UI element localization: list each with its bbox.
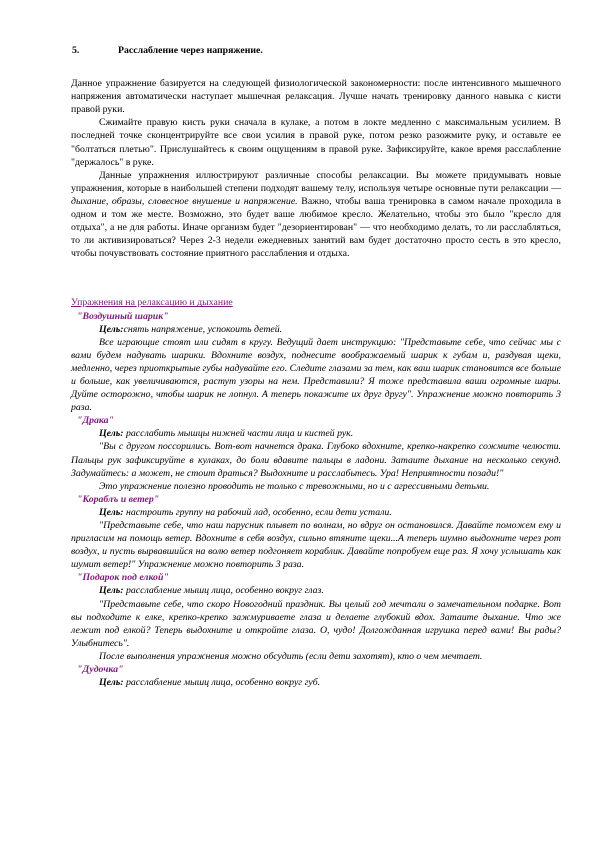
goal-text: снять напряжение, успокоить детей.: [123, 323, 283, 335]
exercise-text: "Вы с другом поссорились. Вот-вот начнется драка. Глубоко вдохните, крепко-накрепко сожмите челюсти. Пальцы рук зафиксируйте в кулаках, до боли вдавите пальцы в ладони. Затаите дыхание на несколько секунд. Задумайтесь: а может, не стоит драться? Выдохните и расслабьтесь. Ура! Неприятности позади!": [71, 441, 561, 479]
goal-label: Цель:: [99, 428, 124, 440]
intro-block: [71, 77, 561, 260]
section-number: 5.: [72, 45, 80, 56]
goal-text: настроить группу на рабочий лад, особенно, если дети устали.: [125, 506, 392, 518]
intro-paragraph-3: [71, 169, 561, 261]
exercise-balloon: [71, 310, 561, 415]
exercise-title: "Дудочка": [77, 664, 124, 676]
intro-paragraph-2: Сжимайте правую кисть руки сначала в кулаке, а потом в локте медленно с максимальным усилием. В последней точке сконцентрируйте все свои усилия в правой руке, потом резко разожмите руку, и оставьте ее "болтаться плетью". Прислушайтесь к своим ощущениям в правой руке. Зафиксируйте, какое время расслабление "держалось" в руке.: [71, 117, 561, 168]
section-heading: [72, 44, 561, 57]
exercise-title: "Драка": [77, 415, 114, 427]
exercise-note: После выполнения упражнения можно обсудить (если дети захотят), кто о чем мечтает.: [99, 650, 483, 662]
exercise-goal: [71, 676, 561, 689]
goal-label: Цель:: [99, 323, 124, 335]
exercise-title: "Кораблъ и ветер": [77, 493, 160, 505]
exercise-ship-and-wind: [71, 493, 561, 572]
exercise-fight: [71, 414, 561, 493]
goal-label: Цель:: [99, 506, 124, 518]
exercise-text: "Представьте себе, что наш парусник плывет по волнам, но вдруг он остановился. Давайте поможем ему и пригласим на помощь ветер. Вдохните в себя воздух, сильно втяните щеки...А теперь шумно выдохните через рот воздух, и пусть вырвавшийся на волю ветер подгоняет кораблик. Давайте попробуем еще раз. Я хочу услышать как шумит ветер!" Упражнение можно повторить 3 раза.: [71, 520, 561, 571]
exercise-goal: [71, 506, 561, 519]
exercise-goal: [71, 323, 561, 336]
intro-paragraph-1: Данное упражнение базируется на следующей физиологической закономерности: после интенсивного мышечного напряжения автоматически наступает мышечная релаксация. Лучше начать тренировку данного навыка с кисти правой руки.: [71, 78, 561, 116]
goal-label: Цель:: [99, 677, 124, 689]
goal-text: расслабить мышцы нижней части лица и кистей рук.: [125, 428, 354, 440]
exercises-section: [71, 296, 561, 689]
goal-label: Цель:: [99, 585, 124, 597]
exercise-text: "Представьте себе, что скоро Новогодний праздник. Вы целый год мечтали о замечательном подарке. Вот вы подходите к елке, крепко-крепко зажмуриваете глаза и делаете глубокий вдох. Затаите дыхание. Что же лежит под елкой? Теперь выдохните и откройте глаза. О, чудо! Долгожданная игрушка перед вами! Вы рады? Улыбнитесь".: [71, 598, 561, 649]
exercise-text: Все играющие стоят или сидят в кругу. Ведущий дает инструкцию: "Представьте себе, что сейчас мы с вами будем надувать шарики. Вдохните воздух, поднесите воображаемый шарик к губам и, раздувая щеки, медленно, через приоткрытые губы надувайте его. Следите глазами за тем, как ваш шарик становится все больше и больше, как увеличиваются, растут узоры на нем. Представили? Я тоже представила ваши огромные шары. Дуйте осторожно, чтобы шарик не лопнул. А теперь покажите их друг другу". Упражнение можно повторить 3 раза.: [71, 336, 561, 414]
exercise-goal: [71, 427, 561, 440]
exercise-gift-under-tree: [71, 571, 561, 663]
intro-paragraph-3-start: Данные упражнения иллюстрируют различные способы релаксации. Вы можете придумывать новые упражнения, которые в наибольшей степени подходят вашему телу, используя четыре основные пути релаксации —: [71, 169, 561, 194]
exercise-note: Это упражнение полезно проводить не только с тревожными, но и с агрессивными детьми.: [99, 480, 490, 492]
relaxation-paths: дыхание, образы, словесное внушение и напряжение.: [71, 195, 298, 207]
section-title: Расслабление через напряжение.: [118, 45, 263, 56]
exercise-goal: [71, 584, 561, 597]
exercise-title: "Воздушный шарик": [77, 310, 169, 322]
exercises-title: Упражнения на релаксацию и дыхание: [71, 297, 233, 309]
intro-paragraph-3-end: Важно, чтобы ваша тренировка в самом начале проходила в одном и том же месте. Возможно, это будет ваше любимое кресло. Желательно, чтобы это было "кресло для отдыха", а не для работы. Иначе организм будет "дезориентирован" — что необходимо делать, то ли расслабляться, то ли активизироваться? Через 2-3 недели ежедневных занятий вам будет достаточно просто сесть в это кресло, чтобы почувствовать состояние приятного расслабления и отдыха.: [71, 195, 561, 260]
exercise-pipe: [71, 663, 561, 689]
exercise-title: "Подарок под елкой": [77, 572, 169, 584]
goal-text: расслабление мышц лица, особенно вокруг губ.: [125, 677, 321, 689]
goal-text: расслабление мышц лица, особенно вокруг глаз.: [125, 585, 324, 597]
